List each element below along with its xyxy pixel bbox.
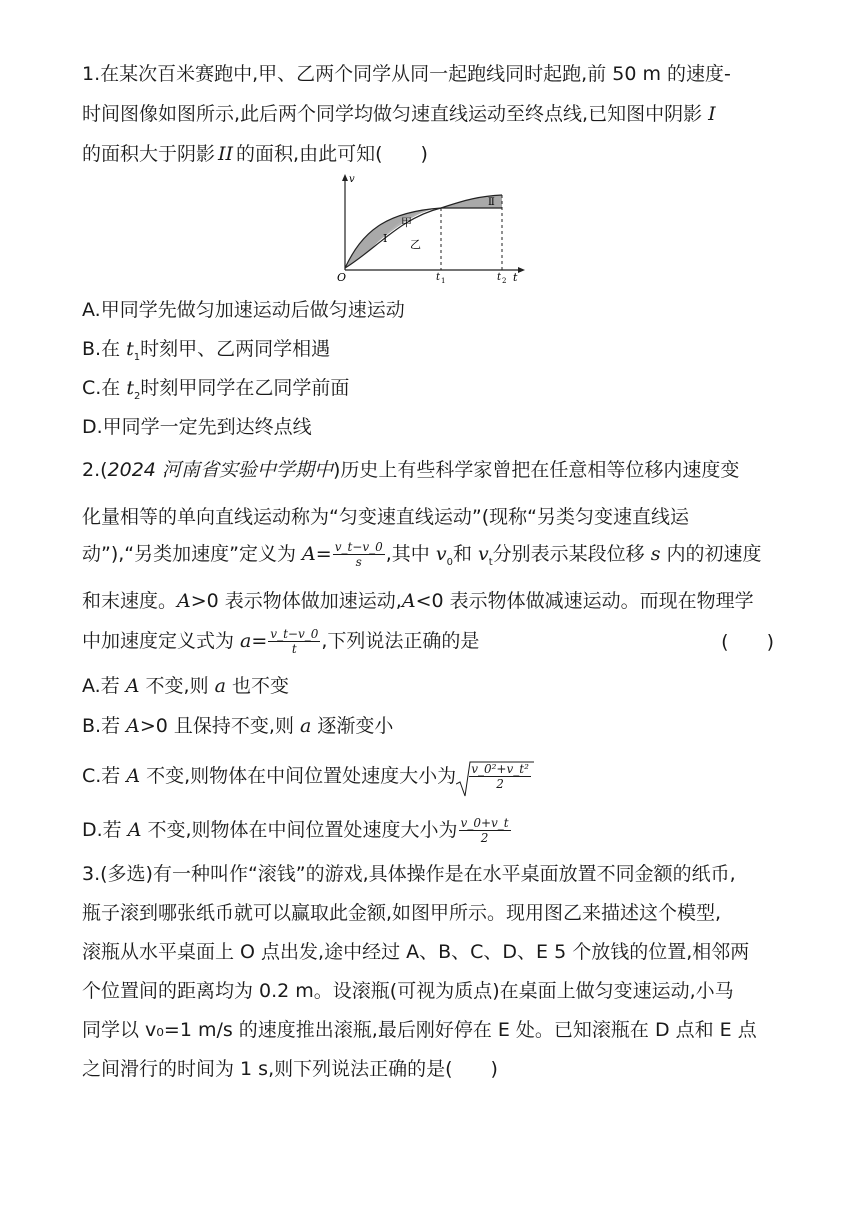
t2-label: t	[497, 272, 502, 283]
q2-line-3-e: 内的初速度	[660, 543, 762, 565]
q1-option-c-var: t	[126, 377, 134, 399]
q2-line-3-a: 动”),“另类加速度”定义为	[82, 543, 303, 565]
q2-var-A: A	[302, 543, 316, 565]
q1-option-c-prefix: C.在	[82, 377, 127, 399]
t-axis-arrow	[518, 267, 525, 273]
q2-var-A-3: A	[401, 590, 416, 612]
q2-line-4-b: >0 表示物体做加速运动,	[190, 590, 402, 612]
q1-stem-line-3	[82, 140, 428, 168]
t1-label: t	[436, 272, 441, 283]
t-axis-label: t	[513, 271, 518, 284]
q2-answer-paren: ( )	[721, 631, 774, 653]
q2-option-a-A: A	[125, 675, 140, 697]
q2-line-1	[82, 456, 739, 484]
q1-roman-2: II	[218, 143, 234, 165]
q1-stem-line-3-b: 的面积,由此可知( )	[236, 143, 428, 165]
region-1-label: Ⅰ	[383, 232, 388, 245]
q1-stem-line-3-a: 的面积大于阴影	[82, 143, 216, 165]
q2-option-b-prefix: B.若	[82, 715, 127, 737]
q2-frac-a-num: v_t−v_0	[270, 627, 319, 641]
q3-line-3: 滚瓶从水平桌面上 O 点出发,途中经过 A、B、C、D、E 5 个放钱的位置,相邻两	[82, 941, 750, 963]
q1-stem-line-2-text: 时间图像如图所示,此后两个同学均做匀速直线运动至终点线,已知图中阴影	[82, 103, 703, 125]
q1-option-b-var: t	[126, 338, 134, 360]
q2-option-b	[82, 712, 393, 740]
yi-label: 乙	[410, 238, 421, 251]
q2-line-1-a: 2.(	[82, 459, 108, 481]
q2-option-c	[82, 762, 532, 791]
t1-sub: 1	[441, 277, 446, 285]
q2-v0: v	[435, 543, 447, 565]
q2-option-c-sqrt	[456, 762, 532, 791]
q2-option-b-mid: >0 且保持不变,则	[139, 715, 300, 737]
q1-option-c-sub: 2	[134, 390, 141, 402]
q1-stem-line-2	[82, 100, 716, 128]
q2-option-c-num: v_0²+v_t²	[471, 762, 529, 776]
q2-option-b-a: a	[300, 715, 312, 737]
jia-label: 甲	[401, 216, 412, 229]
curve-jia	[345, 208, 441, 268]
sqrt-sign-icon	[456, 760, 536, 800]
q1-roman-1: I	[708, 103, 716, 125]
q2-option-a	[82, 672, 289, 700]
q2-line-4-a: 和末速度。	[82, 590, 178, 612]
q2-option-c-mid: 不变,则物体在中间位置处速度大小为	[140, 765, 457, 787]
q1-option-b	[82, 335, 330, 372]
q2-v0-sub: 0	[446, 556, 453, 568]
q2-var-A-2: A	[177, 590, 191, 612]
q1-stem-line-1: 1.在某次百米赛跑中,甲、乙两个同学从同一起跑线同时起跑,前 50 m 的速度-	[82, 63, 731, 85]
q2-frac-a	[268, 627, 320, 656]
v-axis-arrow	[342, 174, 348, 181]
region-2-label: Ⅱ	[488, 197, 495, 208]
q2-line-1-b: )历史上有些科学家曾把在任意相等位移内速度变	[332, 459, 740, 481]
q2-eq-2: =	[251, 630, 268, 652]
q2-frac-a-den: t	[291, 642, 297, 656]
q2-vt-sub: t	[488, 556, 493, 568]
q2-option-d-mid: 不变,则物体在中间位置处速度大小为	[141, 819, 458, 841]
q1-option-a: A.甲同学先做匀加速运动后做匀速运动	[82, 299, 405, 321]
q2-option-a-mid: 不变,则	[139, 675, 215, 697]
q2-option-c-A: A	[126, 765, 141, 787]
origin-label: O	[337, 271, 347, 284]
q1-option-b-text: 时刻甲、乙两同学相遇	[140, 338, 331, 360]
q2-line-3-b: ,其中	[385, 543, 436, 565]
q2-line-5	[82, 627, 479, 656]
q2-frac-A-den: s	[355, 555, 362, 569]
q3-line-2: 瓶子滚到哪张纸币就可以赢取此金额,如图甲所示。现用图乙来描述这个模型,	[82, 902, 722, 924]
q3-line-4: 个位置间的距离均为 0.2 m。设滚瓶(可视为质点)在桌面上做匀变速运动,小马	[82, 980, 734, 1002]
q2-option-d-frac	[459, 816, 511, 845]
q2-option-a-end: 也不变	[225, 675, 289, 697]
q2-option-d-den: 2	[480, 831, 489, 845]
q2-line-3-d: 分别表示某段位移	[492, 543, 651, 565]
q2-vt: v	[478, 543, 489, 565]
q3-line-1: 3.(多选)有一种叫作“滚钱”的游戏,具体操作是在水平桌面放置不同金额的纸币,	[82, 863, 736, 885]
q2-option-d-num: v_0+v_t	[460, 816, 509, 830]
q2-option-d-prefix: D.若	[82, 819, 128, 841]
q2-option-d-A: A	[127, 819, 142, 841]
q2-line-4-c: <0 表示物体做减速运动。而现在物理学	[415, 590, 754, 612]
q2-option-b-end: 逐渐变小	[311, 715, 394, 737]
q1-option-b-sub: 1	[133, 351, 141, 363]
q1-option-c	[82, 374, 349, 411]
q2-line-2: 化量相等的单向直线运动称为“匀变速直线运动”(现称“另类匀变速直线运	[82, 506, 689, 528]
q2-frac-A	[333, 540, 385, 569]
q1-option-b-prefix: B.在	[82, 338, 127, 360]
q2-line-5-a: 中加速度定义式为	[82, 630, 241, 652]
q2-var-a: a	[240, 630, 252, 652]
q2-line-3	[82, 540, 762, 577]
shaded-region-1	[345, 208, 441, 268]
q2-option-a-a: a	[214, 675, 226, 697]
vt-graph-figure	[330, 170, 540, 285]
q2-option-a-prefix: A.若	[82, 675, 126, 697]
q3-line-5: 同学以 v₀=1 m/s 的速度推出滚瓶,最后刚好停在 E 处。已知滚瓶在 D 点和 E 点	[82, 1019, 757, 1041]
q2-line-3-c: 和	[452, 543, 479, 565]
q3-line-6: 之间滑行的时间为 1 s,则下列说法正确的是( )	[82, 1058, 498, 1080]
q2-option-c-prefix: C.若	[82, 765, 127, 787]
q2-option-b-A: A	[126, 715, 140, 737]
q2-line-4	[82, 587, 754, 615]
q2-frac-A-num: v_t−v_0	[334, 540, 383, 554]
q1-option-d: D.甲同学一定先到达终点线	[82, 416, 312, 438]
v-axis-label: v	[349, 174, 355, 185]
q2-line-5-b: ,下列说法正确的是	[321, 630, 480, 652]
shaded-region-1-fill	[345, 208, 441, 268]
q1-option-c-text: 时刻甲同学在乙同学前面	[140, 377, 350, 399]
q2-option-d	[82, 816, 512, 845]
q2-source: 2024 河南省实验中学期中	[107, 459, 333, 481]
t2-sub: 2	[502, 277, 507, 285]
q2-option-c-den: 2	[496, 777, 504, 791]
q2-var-s: s	[650, 543, 661, 565]
q2-eq: =	[315, 543, 332, 565]
